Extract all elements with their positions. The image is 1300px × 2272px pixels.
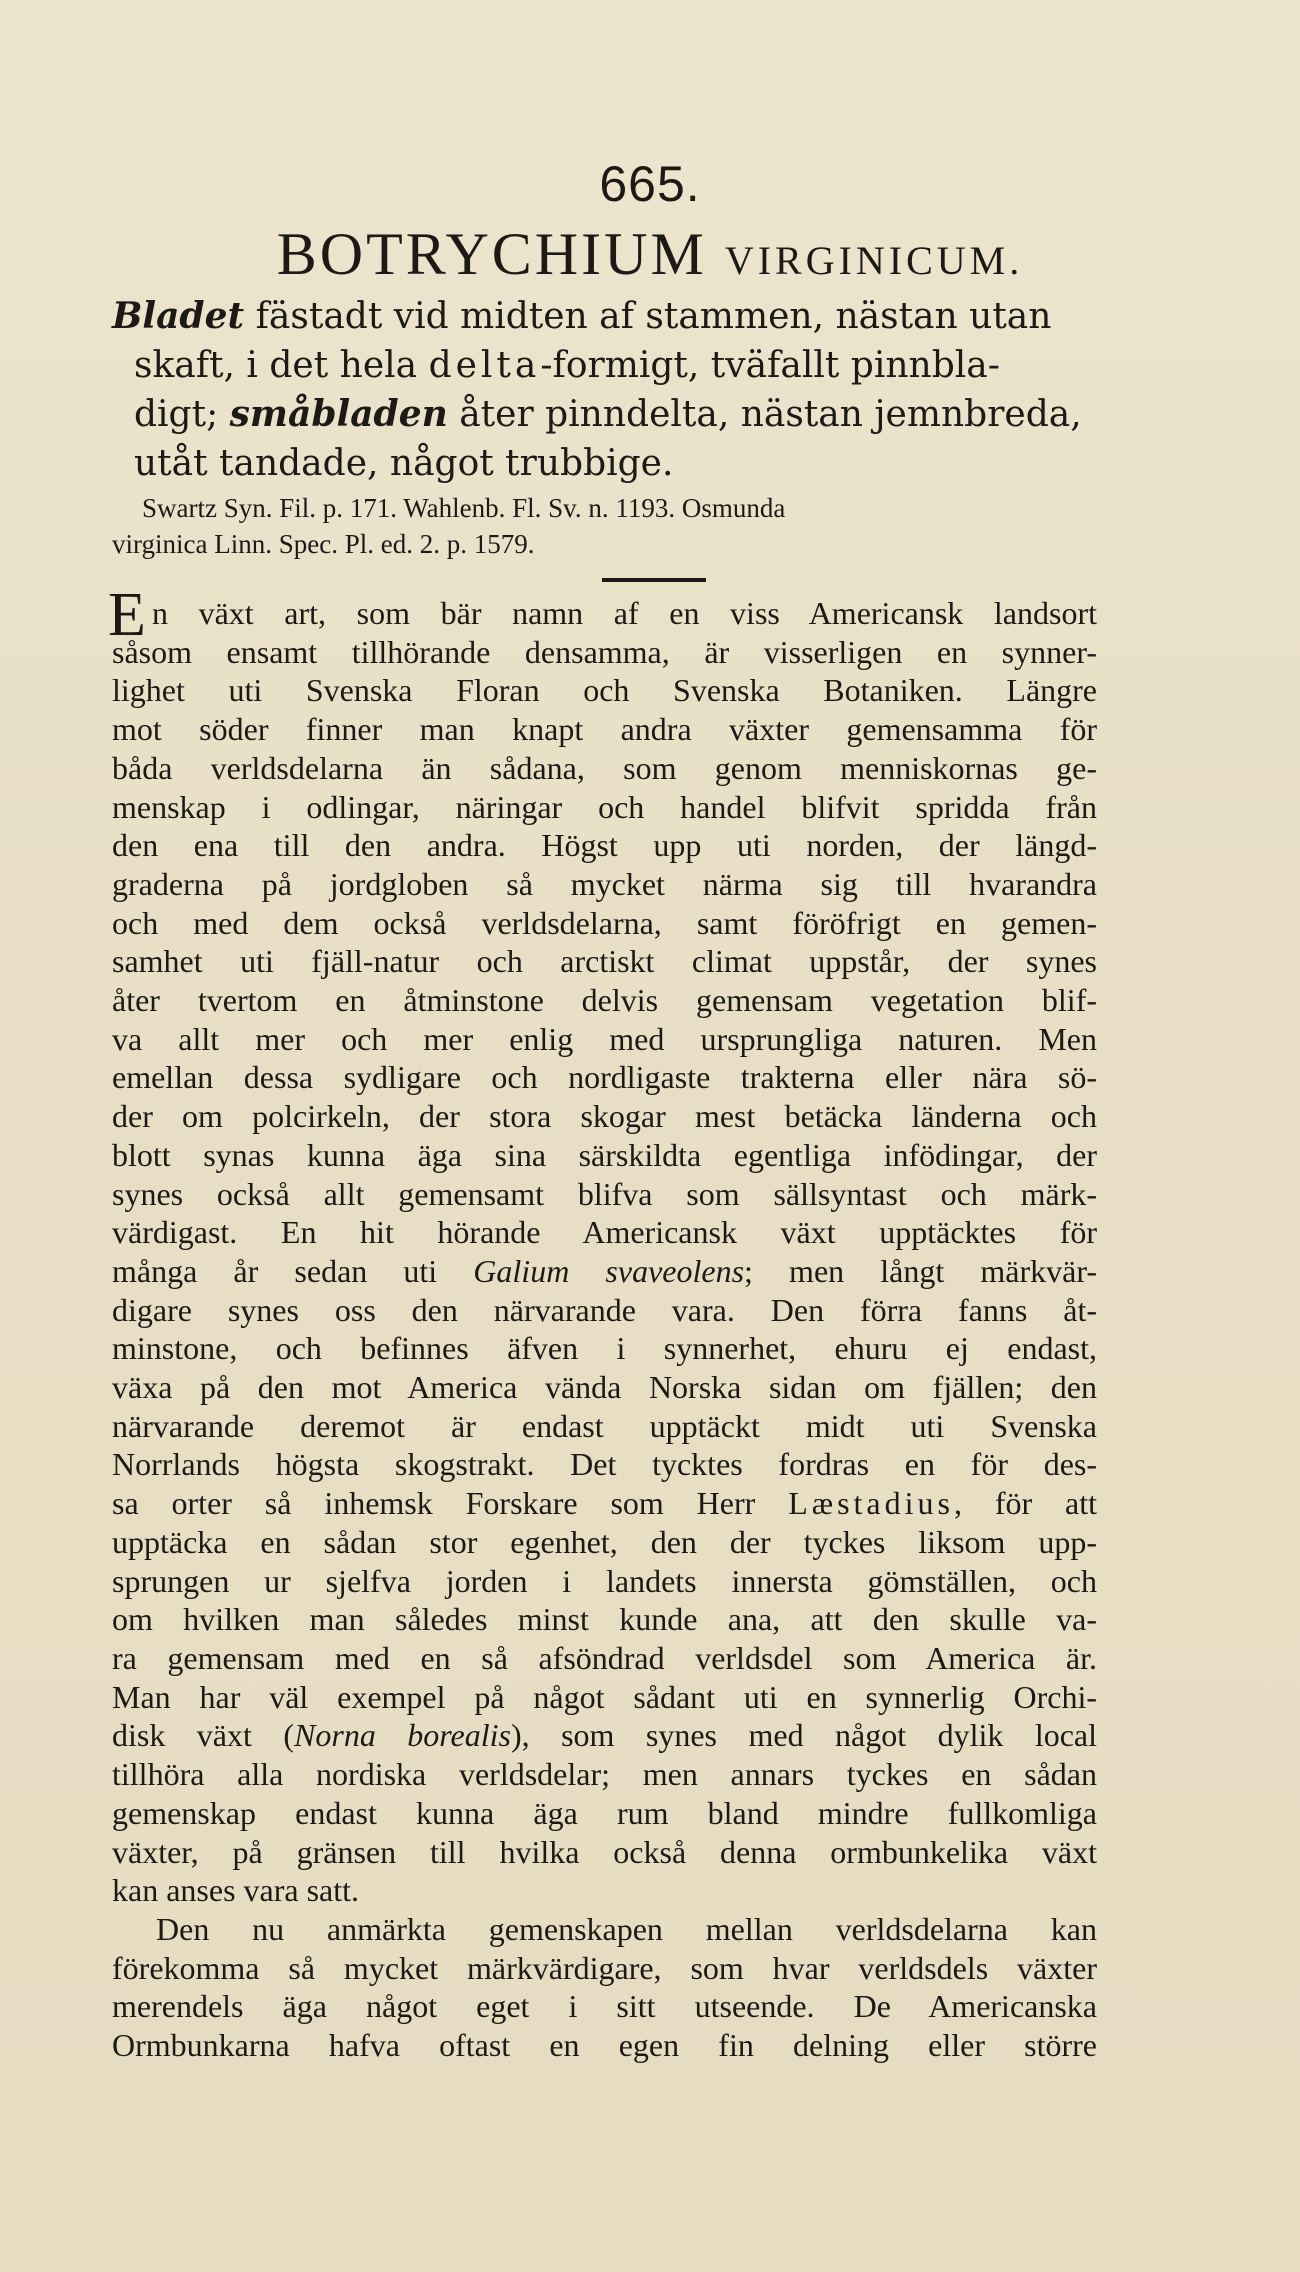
body-line: minstone, och befinnes äfven i synnerhet, ehuru ej endast, [112, 1330, 1097, 1367]
body-line: kan anses vara satt. [112, 1872, 360, 1909]
body-line: blott synas kunna äga sina särskildta egentliga infödingar, der [112, 1136, 1097, 1173]
body-line: värdigast. En hit hörande Americansk växt upptäcktes för [112, 1214, 1097, 1251]
body-line-text: n växt art, som bär namn af en viss Americansk landsort [152, 595, 1097, 631]
description-line [112, 390, 1097, 439]
body-line: synes också allt gemensamt blifva som sällsyntast och märk- [112, 1175, 1097, 1212]
body-line [112, 1484, 1097, 1523]
body-line: menskap i odlingar, näringar och handel blifvit spridda från [112, 788, 1097, 825]
description-text: fästadt vid midten af stammen, nästan utan [244, 296, 1052, 337]
species-mention: Galium svaveolens [473, 1252, 745, 1289]
body-line-text: sa orter så inhemsk Forskare som Herr [112, 1485, 789, 1522]
body-line: växa på den mot America vända Norska sidan om fjällen; den [112, 1369, 1097, 1406]
body-line-text: ; men långt märkvär- [744, 1252, 1097, 1289]
body-line: upptäcka en sådan stor egenhet, den der tyckes liksom upp- [112, 1523, 1097, 1560]
description-line: utåt tandade, något trubbige. [134, 443, 674, 484]
description-text: digt; [134, 394, 230, 435]
body-line: samhet uti fjäll-natur och arctiskt climat uppstår, der synes [112, 943, 1097, 980]
body-line: der om polcirkeln, der stora skogar mest betäcka länderna och [112, 1098, 1097, 1135]
body-line: emellan dessa sydligare och nordligaste trakterna eller nära sö- [112, 1059, 1097, 1096]
body-line: lighet uti Svenska Floran och Svenska Botaniken. Längre [112, 672, 1097, 709]
body-line [112, 1716, 1097, 1755]
body-line-text: ), som synes med något dylik local [510, 1717, 1098, 1754]
body-line [112, 1252, 1097, 1291]
body-line: mot söder finner man knapt andra växter gemensamma för [112, 711, 1097, 748]
description-line [112, 292, 1097, 341]
drop-cap: E [108, 581, 146, 649]
description-text: -formigt, tväfallt pinnbla- [540, 345, 1000, 386]
body-line: närvarande deremot är endast upptäckt midt uti Svenska [112, 1407, 1097, 1444]
body-line: växter, på gränsen till hvilka också denna ormbunkelika växt [112, 1833, 1097, 1870]
body-line: båda verldsdelarna än sådana, som genom menniskornas ge- [112, 749, 1097, 786]
section-rule [602, 578, 706, 582]
body-line: sprungen ur sjelfva jorden i landets innersta gömställen, och [112, 1562, 1097, 1599]
body-line: gemenskap endast kunna äga rum bland mindre fullkomliga [112, 1794, 1097, 1831]
body-text [108, 581, 1098, 2065]
description-text: åter pinndelta, nästan jemnbreda, [447, 394, 1082, 435]
body-line: va allt mer och mer enlig med ursprungliga naturen. Men [112, 1020, 1097, 1057]
body-line [108, 581, 1097, 649]
body-line: merendels äga något eget i sitt utseende. De Americanska [112, 1988, 1097, 2025]
body-line: Man har väl exempel på något sådant uti en synnerlig Orchi- [112, 1678, 1097, 1715]
body-line: och med dem också verldsdelarna, samt föröfrigt en gemen- [112, 904, 1097, 941]
body-line: ra gemensam med en så afsöndrad verldsdel som America är. [112, 1639, 1097, 1676]
species-epithet: VIRGINICUM. [724, 238, 1024, 283]
body-line: Den nu anmärkta gemenskapen mellan verldsdelarna kan [156, 1910, 1097, 1947]
body-line-text: , för att [953, 1485, 1098, 1522]
description-line [112, 341, 1097, 390]
genus-name: BOTRYCHIUM [276, 221, 707, 287]
species-description [112, 292, 1097, 488]
description-emphasis: delta [428, 345, 541, 386]
body-line-text: disk växt ( [112, 1717, 295, 1754]
body-line: digare synes oss den närvarande vara. Den förra fanns åt- [112, 1291, 1097, 1328]
reference-line: Swartz Syn. Fil. p. 171. Wahlenb. Fl. Sv. n. 1193. Osmunda [142, 493, 786, 523]
body-line: Norrlands högsta skogstrakt. Det tycktes fordras en för des- [112, 1446, 1097, 1483]
body-line: såsom ensamt tillhörande densamma, är visserligen en synner- [112, 633, 1097, 670]
description-term: Bladet [112, 295, 245, 337]
body-line: Ormbunkarna hafva oftast en egen fin delning eller större [112, 2027, 1097, 2064]
body-line: graderna på jordgloben så mycket närma sig till hvarandra [112, 865, 1097, 902]
description-term: småbladen [229, 393, 448, 435]
body-line: den ena till den andra. Högst upp uti norden, der längd- [112, 827, 1097, 864]
body-line: förekomma så mycket märkvärdigare, som hvar verldsdels växter [112, 1949, 1097, 1986]
body-line: tillhöra alla nordiska verldsdelar; men annars tyckes en sådan [112, 1756, 1097, 1793]
page-number: 665. [599, 156, 701, 212]
reference-line: virginica Linn. Spec. Pl. ed. 2. p. 1579. [112, 529, 535, 559]
body-line: om hvilken man således minst kunde ana, att den skulle va- [112, 1601, 1097, 1638]
description-text: skaft, i det hela [134, 345, 429, 386]
species-mention: Norna borealis [294, 1717, 511, 1754]
person-mention: Læstadius [788, 1485, 954, 1522]
body-line: åter tvertom en åtminstone delvis gemensam vegetation blif- [112, 982, 1097, 1019]
references [112, 490, 1097, 562]
body-line-text: många år sedan uti [112, 1252, 474, 1289]
species-heading [0, 220, 1300, 289]
